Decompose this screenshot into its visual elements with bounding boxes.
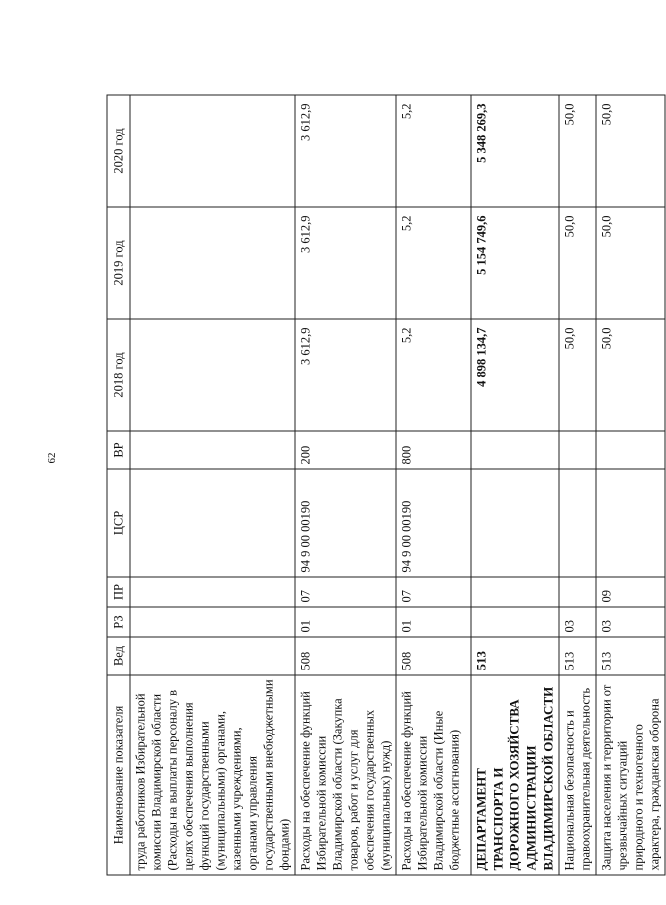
row-2020: 50,0: [559, 95, 596, 207]
row-csr: [471, 469, 559, 577]
header-rz: РЗ: [107, 607, 130, 637]
table-row: [396, 95, 471, 875]
row-vr: 800: [396, 431, 471, 469]
row-name: Защита населения и территории от чрезвычайных ситуаций природного и техногенного характера, гражданская оборона: [596, 675, 665, 875]
row-csr: [559, 469, 596, 577]
row-rz: [471, 607, 559, 637]
row-2020: 5,2: [396, 95, 471, 207]
row-vr: 200: [295, 431, 396, 469]
row-csr: 94 9 00 00190: [396, 469, 471, 577]
row-name: Расходы на обеспечение функций Избирательной комиссии Владимирской области (Иные бюджетные ассигнования): [396, 675, 471, 875]
row-2018: 50,0: [596, 319, 665, 431]
row-2020: 3 612,9: [295, 95, 396, 207]
row-rz: 03: [596, 607, 665, 637]
row-name: Расходы на обеспечение функций Избирательной комиссии Владимирской области (Закупка товаров, работ и услуг для обеспечения государственных (муниципальных) нужд): [295, 675, 396, 875]
row-pr: [559, 577, 596, 607]
row-rz: 01: [295, 607, 396, 637]
row-name: Национальная безопасность и правоохранительная деятельность: [559, 675, 596, 875]
row-ved: 513: [596, 637, 665, 675]
table-row: [559, 95, 596, 875]
header-pr: ПР: [107, 577, 130, 607]
row-2019: 50,0: [596, 207, 665, 319]
row-rz: [130, 607, 295, 637]
row-2019: 5,2: [396, 207, 471, 319]
header-ved: Вед: [107, 637, 130, 675]
budget-table-rotated: [107, 96, 662, 876]
table-row: [130, 95, 295, 875]
row-ved: 508: [396, 637, 471, 675]
row-ved: 513: [559, 637, 596, 675]
row-2018: 3 612,9: [295, 319, 396, 431]
budget-table: [107, 95, 666, 876]
header-csr: ЦСР: [107, 469, 130, 577]
row-pr: [471, 577, 559, 607]
row-pr: 07: [396, 577, 471, 607]
row-ved: 508: [295, 637, 396, 675]
row-rz: 03: [559, 607, 596, 637]
row-csr: [130, 469, 295, 577]
row-vr: [130, 431, 295, 469]
row-pr: 09: [596, 577, 665, 607]
row-2019: 3 612,9: [295, 207, 396, 319]
row-2019: 50,0: [559, 207, 596, 319]
row-2020: 50,0: [596, 95, 665, 207]
row-ved: 513: [471, 637, 559, 675]
table-row: [596, 95, 665, 875]
row-rz: 01: [396, 607, 471, 637]
row-2019: 5 154 749,6: [471, 207, 559, 319]
row-2018: 5,2: [396, 319, 471, 431]
table-row: [471, 95, 559, 875]
header-2019: 2019 год: [107, 207, 130, 319]
table-row: [295, 95, 396, 875]
header-row: [107, 95, 130, 875]
page-number: 62: [46, 452, 58, 464]
row-csr: [596, 469, 665, 577]
row-2018: 4 898 134,7: [471, 319, 559, 431]
row-2018: [130, 319, 295, 431]
row-2020: [130, 95, 295, 207]
row-csr: 94 9 00 00190: [295, 469, 396, 577]
row-name: ДЕПАРТАМЕНТ ТРАНСПОРТА И ДОРОЖНОГО ХОЗЯЙСТВА АДМИНИСТРАЦИИ ВЛАДИМИРСКОЙ ОБЛАСТИ: [471, 675, 559, 875]
header-vr: ВР: [107, 431, 130, 469]
row-2018: 50,0: [559, 319, 596, 431]
row-pr: 07: [295, 577, 396, 607]
row-vr: [471, 431, 559, 469]
header-2018: 2018 год: [107, 319, 130, 431]
row-pr: [130, 577, 295, 607]
header-name: Наименование показателя: [107, 675, 130, 875]
row-2020: 5 348 269,3: [471, 95, 559, 207]
row-2019: [130, 207, 295, 319]
header-2020: 2020 год: [107, 95, 130, 207]
row-vr: [559, 431, 596, 469]
row-name: труда работников Избирательной комиссии Владимирской области (Расходы на выплаты персоналу в целях обеспечения выполнения функций государственными (муниципальными) органами, казенными учреждениями, органами управления государственными внебюджетными фондами): [130, 675, 295, 875]
row-vr: [596, 431, 665, 469]
row-ved: [130, 637, 295, 675]
